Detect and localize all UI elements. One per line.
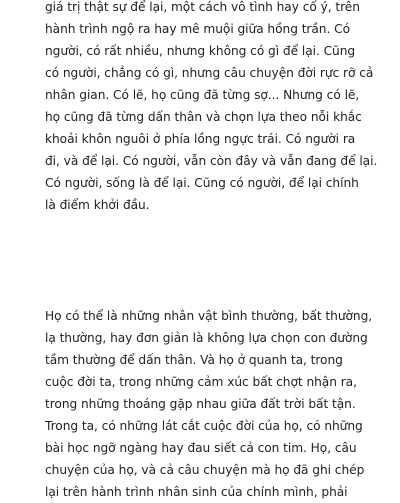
- text-line: tầm thường để dấn thân. Và họ ở quanh ta, trong: [45, 353, 343, 367]
- text-line: đi, và để lại. Có người, vẫn còn đây và vẫn đang để lại.: [45, 154, 378, 168]
- text-line: hành trình ngộ ra hay mê muội giữa hồng trần. Có: [45, 22, 350, 36]
- text-line: lạ thường, hay đơn giản là không lựa chọn con đường: [45, 331, 368, 345]
- text-line: trong những thoáng gặp nhau giữa đất trời bất tận.: [45, 397, 356, 411]
- text-line: lại trên hành trình nhân sinh của chính mình, phải: [45, 485, 348, 499]
- text-line: Trong ta, có những lát cắt cuộc đời của họ, có những: [45, 419, 363, 433]
- text-line: nhân gian. Có lẽ, họ cũng đã từng sợ... Nhưng có lẽ,: [45, 88, 360, 102]
- paragraph-1: [45, 0, 377, 216]
- text-line: chuyện của họ, và cả câu chuyện mà họ đã ghi chép: [45, 463, 365, 477]
- text-line: họ cũng đã từng dấn thân và chọn lựa theo nỗi khắc: [45, 110, 362, 124]
- text-line: là điểm khởi đầu.: [45, 198, 150, 212]
- text-line: Họ có thể là những nhân vật bình thường, bất thường,: [45, 309, 373, 323]
- text-line: cuộc đời ta, trong những cảm xúc bất chợt nhận ra,: [45, 375, 357, 389]
- text-line: khoải khôn nguôi ở phía lồng ngực trái. Có người ra: [45, 132, 356, 146]
- paragraph-2: [45, 305, 372, 503]
- text-line: có người, chẳng có gì, nhưng câu chuyện đời rực rỡ cả: [45, 66, 374, 80]
- text-line: giá trị thật sự để lại, một cách vô tình hay cố ý, trên: [45, 0, 360, 14]
- text-line: bài học ngỡ ngàng hay đau siết cả con tim. Họ, câu: [45, 441, 357, 455]
- text-line: người, có rất nhiều, nhưng không có gì để lại. Cũng: [45, 44, 356, 58]
- text-line: Có người, sống là để lại. Cũng có người, để lại chính: [45, 176, 359, 190]
